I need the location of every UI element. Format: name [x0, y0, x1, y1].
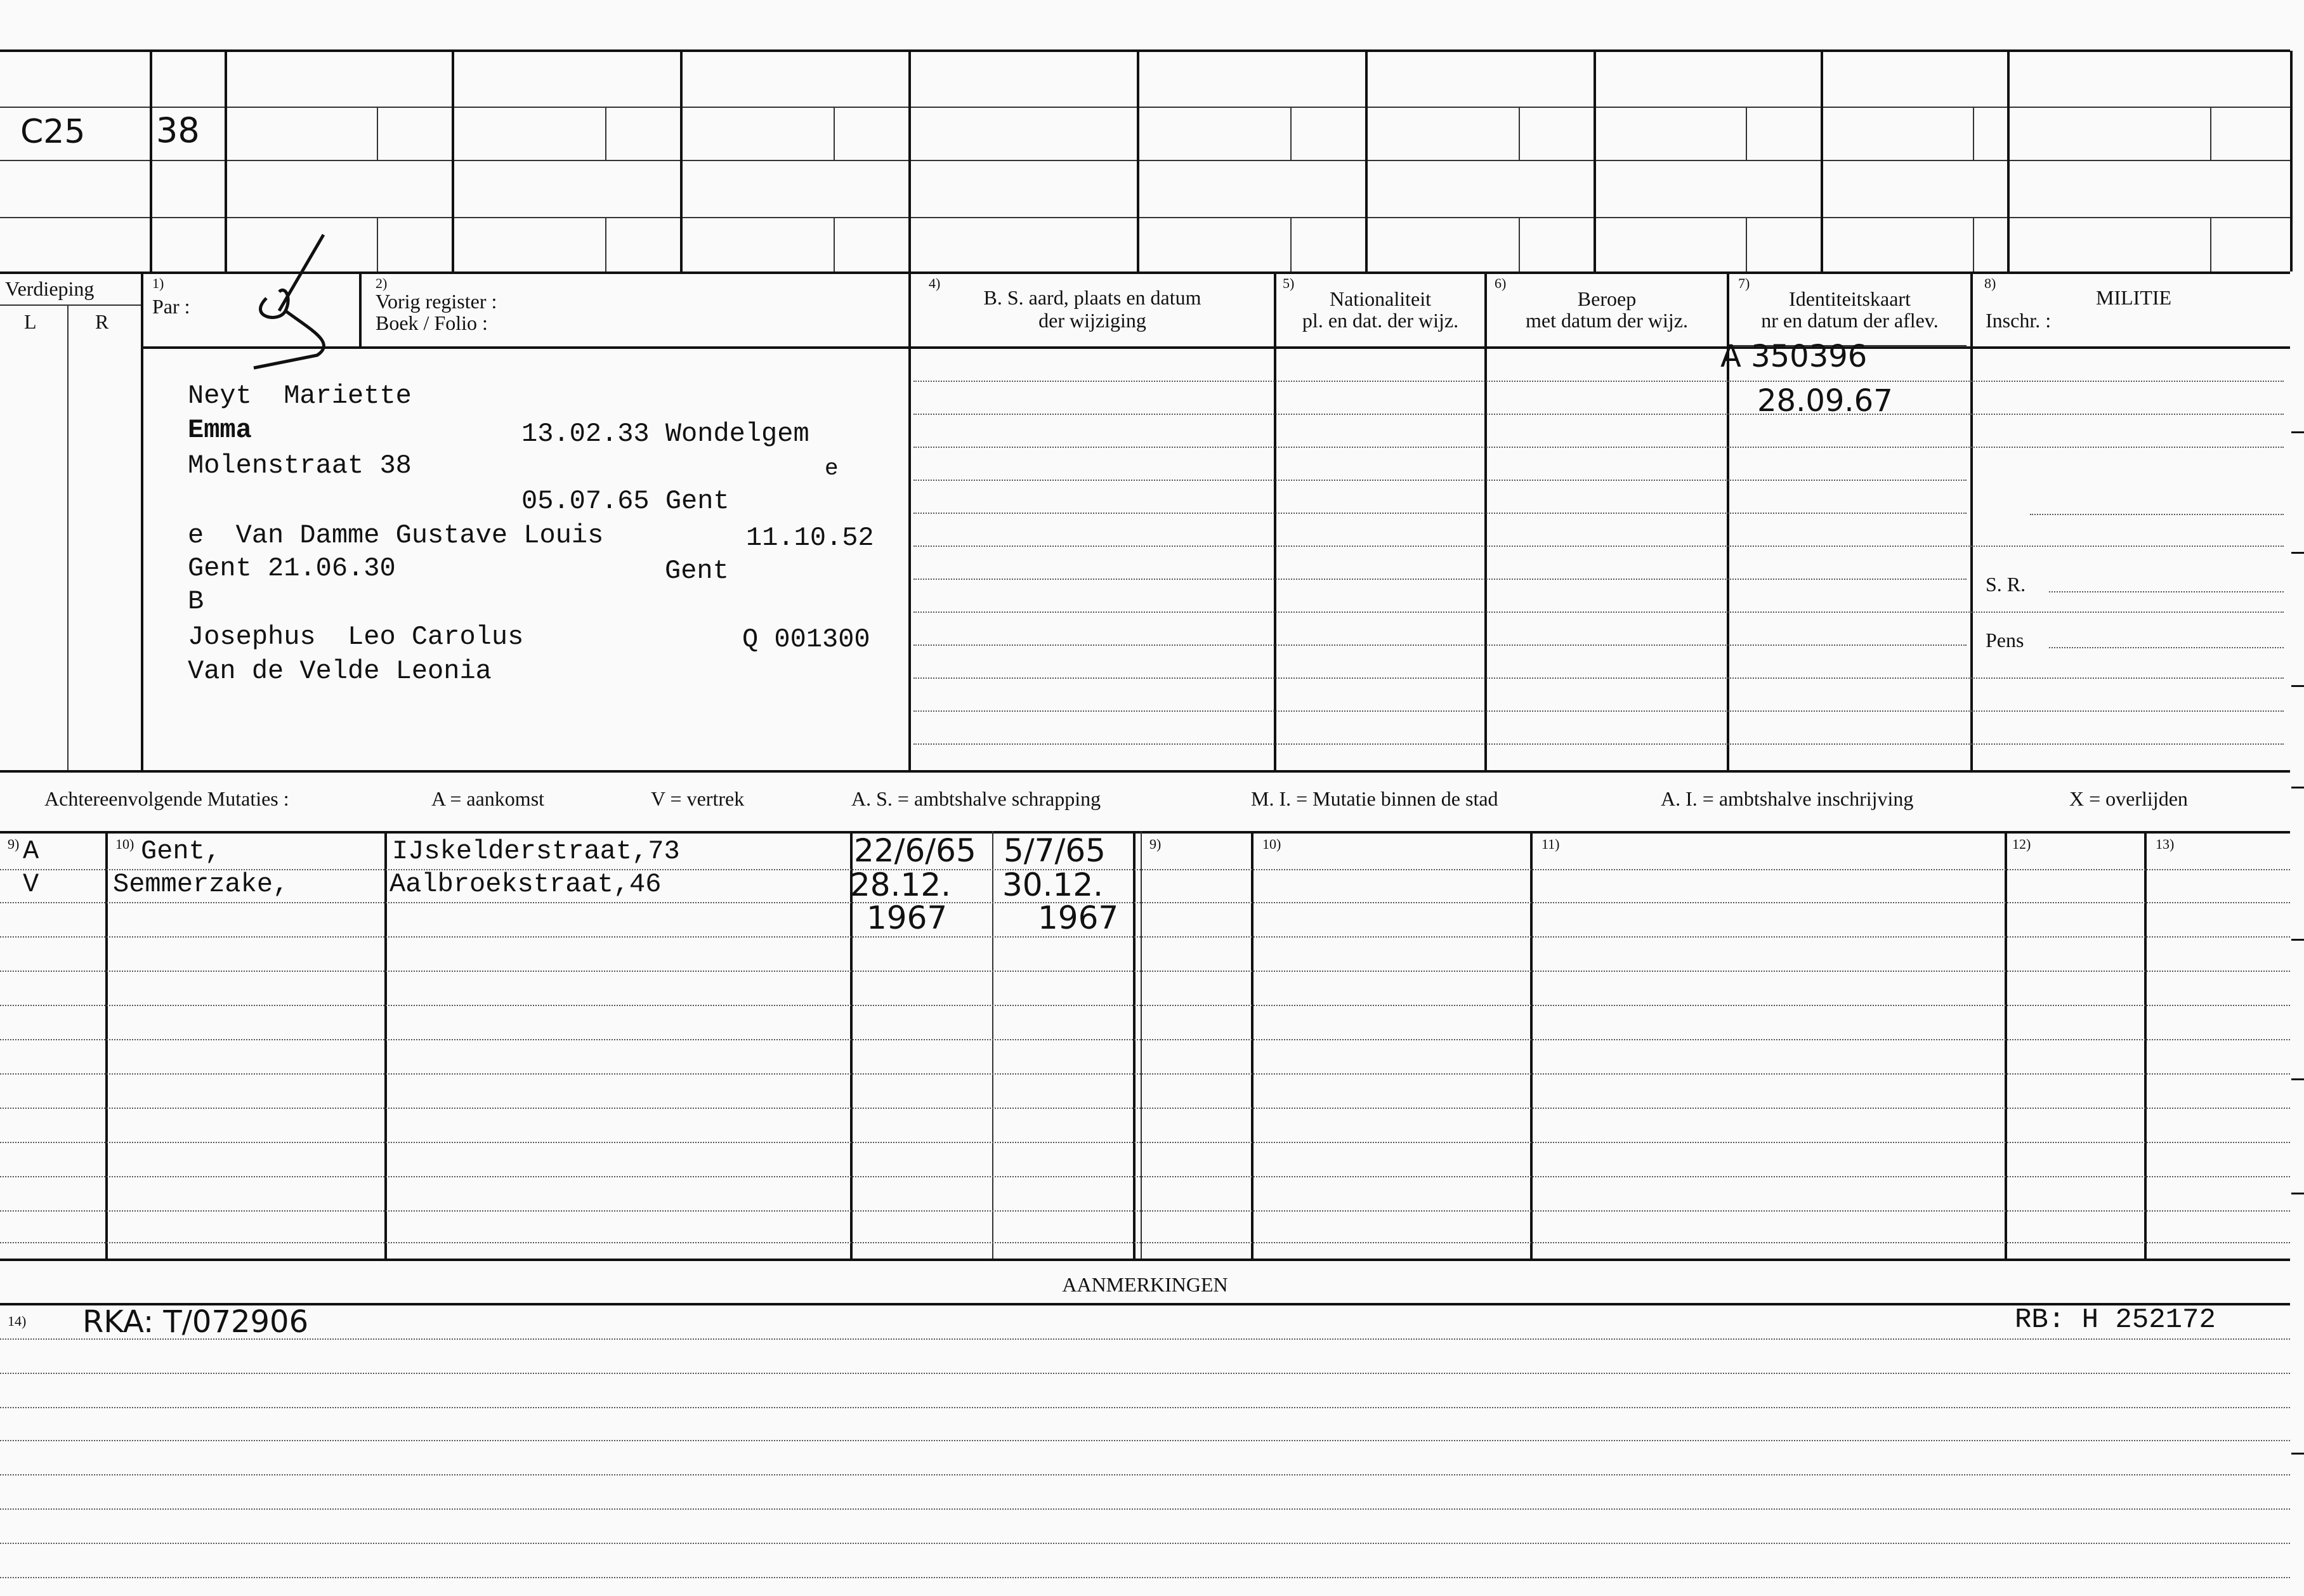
- mutation-year-1: 1967: [867, 899, 948, 936]
- person-mark: e: [825, 455, 839, 481]
- legend-overlijden: X = overlijden: [2069, 787, 2188, 810]
- col5-number: 5): [1283, 275, 1295, 291]
- mutation-date-2: 30.12.: [1002, 867, 1104, 903]
- col1-number: 1): [152, 275, 164, 291]
- spouse-name: e Van Damme Gustave Louis: [188, 520, 604, 551]
- marriage-place: Gent: [665, 556, 729, 586]
- marriage-date: 11.10.52: [746, 523, 874, 553]
- col2-number: 2): [376, 275, 388, 291]
- mutation-type: A: [23, 836, 39, 867]
- father-name: Josephus Leo Carolus: [188, 622, 524, 652]
- pens-label: Pens: [1986, 629, 2024, 651]
- id-card-header-line2: nr en datum der aflev.: [1761, 309, 1939, 332]
- col11-number: 11): [1541, 836, 1560, 852]
- par-label: Par :: [152, 295, 190, 318]
- col12-number: 12): [2012, 836, 2031, 852]
- rka-reference: RKA: T/072906: [82, 1304, 309, 1340]
- id-card-number: A 350396: [1720, 339, 1868, 374]
- mutation-date-1: 22/6/65: [854, 832, 976, 869]
- person-name: Neyt Mariette: [188, 381, 412, 411]
- id-card-header-line1: Identiteitskaart: [1789, 287, 1911, 310]
- house-number: 38: [156, 110, 200, 150]
- mutation-street: IJskelderstraat,73: [392, 836, 680, 867]
- col9-number: 9): [8, 836, 20, 852]
- col10-number: 10): [115, 836, 134, 852]
- col6-number: 6): [1495, 275, 1507, 291]
- beroep-header-line1: Beroep: [1577, 287, 1637, 310]
- person-second-name: Emma: [188, 415, 252, 445]
- left-label: L: [24, 310, 37, 333]
- nationaliteit-header-line1: Nationaliteit: [1330, 287, 1431, 310]
- vorig-register-label: Vorig register :: [376, 290, 497, 313]
- person-arrival: 05.07.65 Gent: [521, 486, 730, 516]
- col14-number: 14): [8, 1313, 27, 1329]
- legend-title: Achtereenvolgende Mutaties :: [44, 787, 289, 810]
- mutation-date-1: 28.12.: [850, 867, 952, 903]
- boek-folio-label: Boek / Folio :: [376, 311, 488, 334]
- remarks-title: AANMERKINGEN: [1062, 1273, 1228, 1296]
- col9-number-right: 9): [1149, 836, 1162, 852]
- sr-label: S. R.: [1986, 573, 2026, 596]
- col4-number: 4): [929, 275, 941, 291]
- id-card-date: 28.09.67: [1757, 383, 1893, 419]
- legend-departure: V = vertrek: [651, 787, 745, 810]
- beroep-header-line2: met datum der wijz.: [1526, 309, 1688, 332]
- handwritten-mark-icon: [241, 228, 368, 374]
- legend-arrival: A = aankomst: [431, 787, 545, 810]
- status-letter: B: [188, 586, 204, 617]
- mutation-type: V: [23, 869, 39, 899]
- mutation-date-2: 5/7/65: [1004, 832, 1106, 869]
- person-address: Molenstraat 38: [188, 450, 412, 481]
- right-label: R: [95, 310, 109, 333]
- legend-mutatie-stad: M. I. = Mutatie binnen de stad: [1251, 787, 1498, 810]
- mutation-place: Gent,: [141, 836, 221, 867]
- mother-name: Van de Velde Leonia: [188, 656, 492, 686]
- militie-header: MILITIE: [2096, 286, 2172, 309]
- verdieping-label: Verdieping: [5, 277, 95, 300]
- legend-ambtshalve-inschrijving: A. I. = ambtshalve inschrijving: [1661, 787, 1914, 810]
- block-code: C25: [20, 113, 86, 151]
- mutation-street: Aalbroekstraat,46: [389, 869, 662, 899]
- col8-number: 8): [1984, 275, 1996, 291]
- reference-number: Q 001300: [742, 624, 870, 655]
- col10-number-right: 10): [1262, 836, 1281, 852]
- nationaliteit-header-line2: pl. en dat. der wijz.: [1302, 309, 1459, 332]
- legend-ambtshalve-schrapping: A. S. = ambtshalve schrapping: [851, 787, 1101, 810]
- spouse-birth: Gent 21.06.30: [188, 553, 396, 584]
- rb-reference: RB: H 252172: [2015, 1304, 2216, 1336]
- bs-header-line2: der wijziging: [1038, 309, 1146, 332]
- inschr-label: Inschr. :: [1986, 309, 2052, 332]
- mutation-place: Semmerzake,: [113, 869, 289, 899]
- col13-number: 13): [2156, 836, 2175, 852]
- col7-number: 7): [1738, 275, 1750, 291]
- mutation-year-2: 1967: [1038, 899, 1119, 936]
- person-birth: 13.02.33 Wondelgem: [521, 419, 809, 449]
- bs-header-line1: B. S. aard, plaats en datum: [983, 286, 1201, 309]
